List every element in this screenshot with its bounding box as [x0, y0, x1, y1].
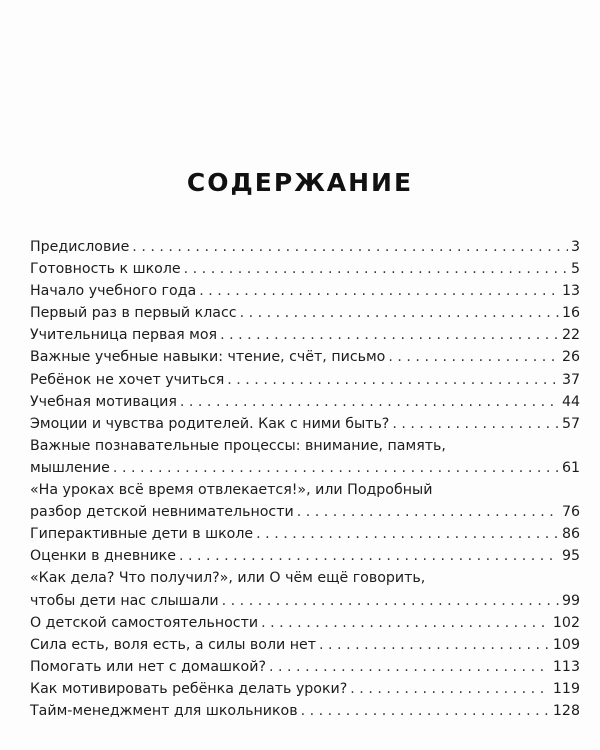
toc-page-number: 128	[552, 702, 580, 719]
dot-leader	[350, 678, 550, 700]
toc-page-number: 44	[561, 393, 580, 410]
toc-entry-title: Оценки в дневнике	[30, 548, 176, 565]
dot-leader	[179, 545, 559, 567]
toc-entry	[30, 523, 580, 545]
toc-entry-title: Сила есть, воля есть, а силы воли нет	[30, 636, 317, 653]
toc-entry-title: Первый раз в первый класс	[30, 305, 237, 322]
dot-leader	[301, 700, 550, 722]
dot-leader	[261, 612, 550, 634]
toc-entry-line	[30, 634, 580, 656]
toc-entry-title: мышление	[30, 459, 110, 476]
dot-leader	[220, 324, 559, 346]
dot-leader	[113, 457, 559, 479]
toc-page-number: 13	[561, 283, 580, 300]
toc-entry-line	[30, 545, 580, 567]
toc-page-number: 99	[561, 592, 580, 609]
toc-entry-line	[30, 612, 580, 634]
toc-entry	[30, 567, 580, 611]
toc-page-number: 95	[561, 548, 580, 565]
toc-entry-title: Готовность к школе	[30, 261, 181, 278]
toc-entry-title: Учебная мотивация	[30, 393, 177, 410]
toc-entry	[30, 656, 580, 678]
toc-entry	[30, 479, 580, 523]
toc-page-number: 22	[561, 327, 580, 344]
toc-entry-title: Гиперактивные дети в школе	[30, 526, 254, 543]
toc-entry-line	[30, 656, 580, 678]
toc-entry	[30, 435, 580, 479]
toc-page-number: 5	[570, 261, 580, 278]
page-title: СОДЕРЖАНИЕ	[186, 168, 414, 197]
dot-leader	[227, 369, 559, 391]
dot-leader	[184, 258, 568, 280]
toc-entry-title: Как мотивировать ребёнка делать уроки?	[30, 680, 348, 697]
table-of-contents	[30, 236, 580, 722]
toc-page-number: 16	[561, 305, 580, 322]
toc-entry	[30, 346, 580, 368]
toc-entry-title: чтобы дети нас слышали	[30, 592, 219, 609]
dot-leader	[222, 590, 559, 612]
toc-entry	[30, 258, 580, 280]
toc-page-number: 86	[561, 526, 580, 543]
toc-entry-line	[30, 700, 580, 722]
toc-entry	[30, 391, 580, 413]
toc-entry	[30, 236, 580, 258]
toc-entry-title: Важные учебные навыки: чтение, счёт, письмо	[30, 349, 386, 366]
toc-page-number: 113	[552, 658, 580, 675]
toc-entry-line	[30, 590, 580, 612]
toc-entry-title: Ребёнок не хочет учиться	[30, 371, 225, 388]
toc-entry	[30, 280, 580, 302]
dot-leader	[388, 346, 559, 368]
toc-page-number: 109	[552, 636, 580, 653]
toc-entry-title: Тайм-менеджмент для школьников	[30, 702, 298, 719]
dot-leader	[297, 501, 559, 523]
toc-entry-line	[30, 457, 580, 479]
toc-entry-title-line: «На уроках всё время отвлекается!», или Подробный	[30, 482, 433, 499]
toc-entry-line	[30, 369, 580, 391]
toc-entry-line	[30, 413, 580, 435]
toc-entry-line	[30, 236, 580, 258]
toc-entry-line	[30, 258, 580, 280]
toc-page-number: 102	[552, 614, 580, 631]
dot-leader	[256, 523, 559, 545]
toc-entry	[30, 302, 580, 324]
dot-leader	[240, 302, 559, 324]
toc-entry-title: Предисловие	[30, 239, 130, 255]
toc-entry-title-line: «Как дела? Что получил?», или О чём ещё говорить,	[30, 570, 426, 587]
toc-entry-title: Помогать или нет с домашкой?	[30, 658, 266, 675]
toc-entry-title: О детской самостоятельности	[30, 614, 259, 631]
toc-entry	[30, 612, 580, 634]
toc-entry-title-line: Важные познавательные процессы: внимание, память,	[30, 437, 446, 454]
toc-entry-line	[30, 280, 580, 302]
toc-page-number: 76	[561, 504, 580, 521]
toc-entry	[30, 678, 580, 700]
dot-leader	[132, 236, 568, 258]
toc-page-number: 61	[561, 459, 580, 476]
toc-entry	[30, 369, 580, 391]
toc-page-number: 26	[561, 349, 580, 366]
dot-leader	[269, 656, 550, 678]
toc-entry-title: Эмоции и чувства родителей. Как с ними быть?	[30, 415, 390, 432]
toc-entry-line	[30, 324, 580, 346]
dot-leader	[392, 413, 559, 435]
toc-entry	[30, 634, 580, 656]
toc-entry-line	[30, 302, 580, 324]
toc-page-number: 37	[561, 371, 580, 388]
toc-page-number: 57	[561, 415, 580, 432]
dot-leader	[180, 391, 559, 413]
toc-entry-line	[30, 523, 580, 545]
toc-page-number: 3	[570, 239, 580, 255]
toc-entry-title: Начало учебного года	[30, 283, 197, 300]
toc-entry	[30, 545, 580, 567]
toc-entry	[30, 413, 580, 435]
dot-leader	[319, 634, 550, 656]
toc-entry-title: Учительница первая моя	[30, 327, 218, 344]
toc-entry-line	[30, 678, 580, 700]
toc-entry-line	[30, 346, 580, 368]
toc-entry	[30, 324, 580, 346]
toc-entry	[30, 700, 580, 722]
toc-page-number: 119	[552, 680, 580, 697]
toc-entry-line	[30, 501, 580, 523]
toc-entry-line	[30, 391, 580, 413]
toc-entry-title: разбор детской невнимательности	[30, 504, 294, 521]
dot-leader	[199, 280, 559, 302]
